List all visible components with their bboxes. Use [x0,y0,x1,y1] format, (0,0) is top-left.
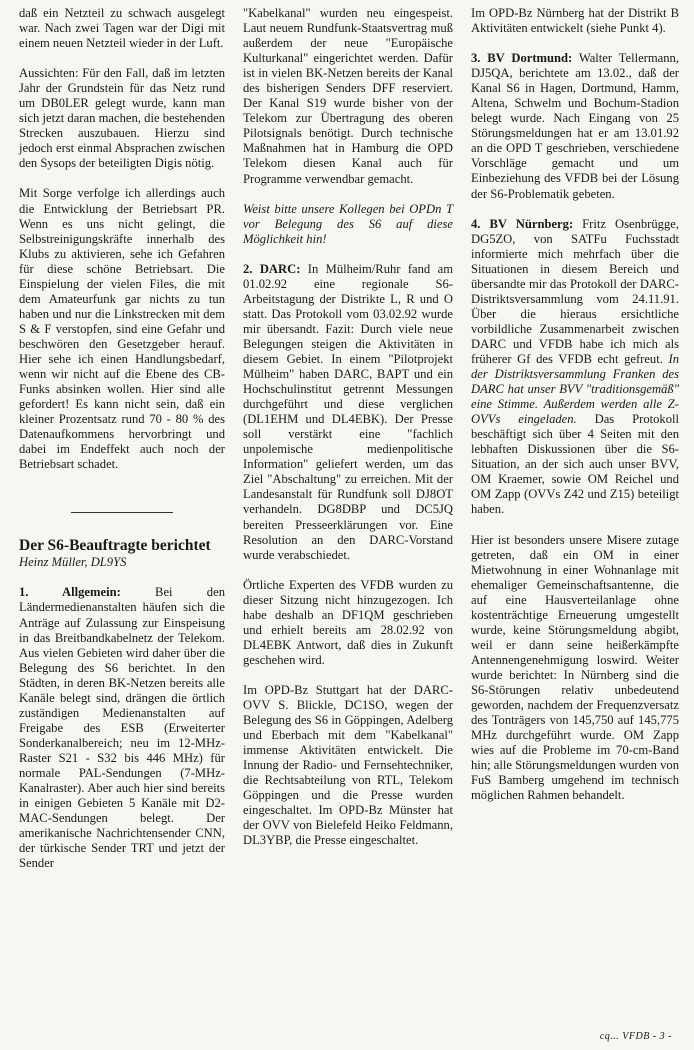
paragraph-nuernberg-intro: Im OPD-Bz Nürnberg hat der Distrikt B Aktivitäten entwickelt (siehe Punkt 4). [471,6,679,36]
paragraph-darc: 2. DARC: In Mülheim/Ruhr fand am 01.02.92 eine regionale S6-Arbeitstagung der Distrikte L, R und O statt. Das Protokoll vom 03.02.92 wurde mir übersandt. Fazit: Durch viele neue Belegungen steigen die Aktivitäten in diesem Gebiet. In einem "Pilotprojekt Mülheim" haben DARC, BAPT und ein Hochschulinstitut getrennt Messungen durchgeführt und diese verglichen (DL1EHM und DL4EBK). Der Presse soll verstärkt eine "fachlich unpolemische medienpolitische Information" geliefert werden, um das Ziel "Abschaltung" zu erreichen. Mit der Landesanstalt für Rundfunk soll DJ8OT verhandeln. DG8DBP und DC5JQ bereiten Presseerklärungen vor. Eine Resolution an den DARC-Vorstand wurde verabschiedet. [243,261,453,562]
article-byline: Heinz Müller, DL9YS [19,555,127,570]
paragraph-aussichten: Aussichten: Für den Fall, daß im letzten Jahr der Grundstein für das Netz rund um DB0LER gelegt wurde, kann man sich jetzt daran machen, die bestehenden Strecken auszubauen. Hierzu sind jedoch erst einmal Absprachen zwischen den Sysops der beteiligten Digis nötig. [19,66,225,171]
article-heading: Der S6-Beauftragte berichtet [19,537,211,555]
column-right [471,6,679,818]
paragraph-allgemein: 1. Allgemein: Bei den Ländermedienanstalten häufen sich die Anträge auf Zulassung zur Einspeisung in das Breitbandkabelnetz der Telekom. Aus vielen Gebieten wird daher über die Belegung des S6 berichtet. In den Städten, in deren BK-Netzen bereits alle Kanäle belegt sind, drängen die örtlich zuständigen Medienanstalten auf Freigabe des ESB (Erweiterter Sonderkanalbereich; neu im 12-MHz-Raster S21 - S32 bis 446 MHz) für normale PAL-Sendungen (7-MHz-Kanalraster). Aber auch hier sind bereits in einigen Gebieten 5 Kanäle mit D2-MAC-Sendungen belegt. Der amerikanische Nachrichtensender CNN, der türkische Sender TRT und jetzt der Sender [19,585,225,871]
paragraph-misere: Hier ist besonders unsere Misere zutage getreten, daß ein OM in einer Mietwohnung in einer Wohnanlage mit ehemaliger Gemeinschaftsantenne, die auf eine Hausverteilanlage ohne kostenträchtige Erneuerung umgestellt wurde, keine Störungsmeldung abgibt, weil er dann seine heißerkämpfte Antennengenehmigung loswird. Weiter wurde berichtet: In Nürnberg sind die S6-Störungen relativ unbedeutend geworden, nachdem der Frequenzversatz des Tonträgers von 145,750 auf 145,775 MHz durchgeführt wurde. OM Zapp wies auf die Probleme im 70-cm-Band hin; alle Störungsmeldungen wurden von FuS Bamberg umgehend im technisch möglichen Rahmen behandelt. [471,532,679,803]
page-footer: cq... VFDB - 3 - [599,1031,672,1042]
paragraph-appeal: Weist bitte unsere Kollegen bei OPDn T vor Belegung des S6 auf diese Möglichkeit hin! [243,201,453,246]
paragraph-experten: Örtliche Experten des VFDB wurden zu dieser Sitzung nicht hinzugezogen. Ich habe deshalb an DF1QM geschrieben und erhielt bereits am 28.02.92 von DL4EBK Antwort, daß dies in Zukunft geschehen wird. [243,577,453,667]
column-middle [243,6,453,863]
paragraph-bv-dortmund: 3. BV Dortmund: Walter Tellermann, DJ5QA, berichtete am 13.02., daß der Kanal S6 in Hagen, Dortmund, Hamm, Altena, Schwelm und Bochum-Stadion belegt wurde. Nach Eingang von 25 Störungsmeldungen hat er am 13.01.92 an die OPD T geschrieben, verschiedene Vorschläge gemacht und um Einbeziehung des VFDB bei der Lösung der S6-Problematik gebeten. [471,51,679,201]
paragraph-bv-nuernberg: 4. BV Nürnberg: Fritz Osenbrügge, DG5ZO, von SATFu Fuchsstadt informierte mich mehrfach über die Situationen in diesem Bereich und übersandte mir das Protokoll der DARC-Distriktsversammlung vom 24.11.91. Über die hieraus ersichtliche vorbildliche Zusammenarbeit zwischen DARC und VFDB habe ich mich als früherer Gf des VFDB echt gefreut. In der Distriktsversammlung Franken des DARC hat unser BVV "traditionsgemäß" eine Stimme. Außerdem werden alle Z-OVVs eingeladen. Das Protokoll beschäftigt sich über 4 Seiten mit den lebhaften Diskussionen über die S6-Situation, an der sich auch unser BVV, OM Kraemer, sowie OM Reichel und OM Zapp (OVVs Z42 und Z15) beteiligt haben. [471,216,679,517]
paragraph-kabelkanal: "Kabelkanal" wurden neu eingespeist. Laut neuem Rundfunk-Staatsvertrag muß außerdem der neue "Europäische Kulturkanal" eingerichtet werden. Dafür ist in vielen BK-Netzen bereits der Kanal des bisherigen Senders DFF reserviert. Der Kanal S19 wurde bisher von der Telekom zur Übertragung des oberen Pilotsignals benötigt. Durch technische Maßnahmen hat in Hamburg die OPD Telekom diesen Kanal auch für Programme verwendbar gemacht. [243,6,453,186]
paragraph-netzteil: daß ein Netzteil zu schwach ausgelegt war. Nach zwei Tagen war der Digi mit einem neuen Netzteil wieder in der Luft. [19,6,225,51]
paragraph-betriebsart-pr: Mit Sorge verfolge ich allerdings auch die Entwicklung der Betriebsart PR. Wenn es uns nicht gelingt, die Selbstreinigungskräfte innerhalb des Klubs zu aktivieren, sehe ich Gefahren für diese schöne Betriebsart. Die Einspielung der vielen Files, die mit dem Amateurfunk gar nichts zu tun haben und nur die Linkstrecken mit dem S & F verstopfen, sind eine Gefahr und beschwören den Gesetzgeber herauf. Hier sehe ich einen Handlungsbedarf, wenn wir nicht auf die Ebene des CB-Funks absinken wollen. Hier sind alle gefordert! Es kann nicht sein, daß ein kleiner Prozentsatz rund 70 - 80 % des Datenaufkommens hervorbringt und dabei im Endeffekt auch noch der Betriebsart schadet. [19,186,225,472]
column-left [19,6,225,886]
section-divider [71,512,173,513]
paragraph-stuttgart: Im OPD-Bz Stuttgart hat der DARC-OVV S. Blickle, DC1SO, wegen der Belegung des S6 in Göppingen, Adelberg und Eberbach mit dem "Kabelkanal" immense Aktivitäten entwickelt. Die Innung der Radio- und Fernsehtechniker, die Rechtsabteilung von RTL, Telekom Göppingen und die Presse wurden eingeschaltet. Im OPD-Bz Münster hat der OVV von Bielefeld Heiko Feldmann, DL3YBP, die Presse eingeschaltet. [243,682,453,848]
